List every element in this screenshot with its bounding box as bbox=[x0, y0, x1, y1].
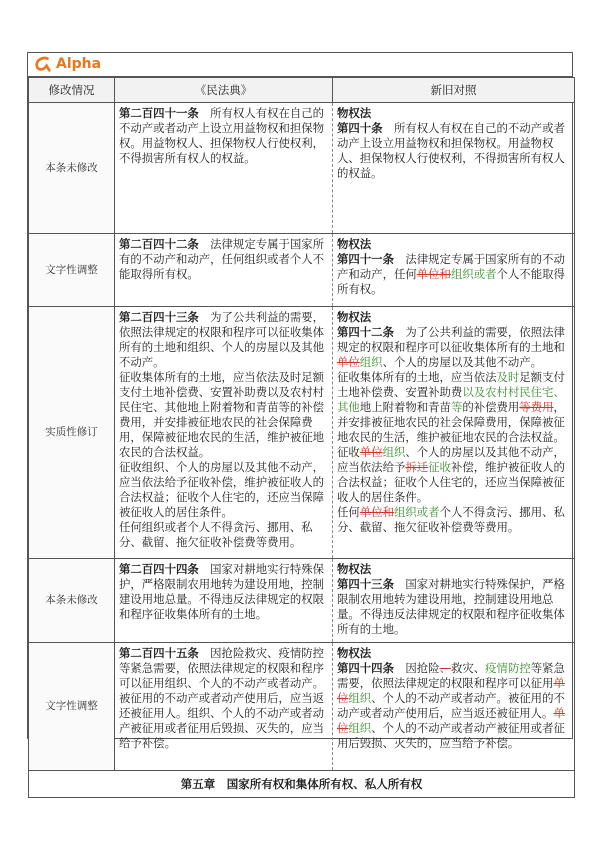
added-text: 组织 bbox=[382, 445, 406, 459]
status-cell: 实质性修订 bbox=[29, 307, 115, 559]
old-law-name: 物权法 bbox=[337, 562, 372, 576]
status-cell: 本条未修改 bbox=[29, 103, 115, 234]
added-text: 等 bbox=[450, 400, 463, 414]
added-text: 组织 bbox=[359, 355, 383, 369]
code-cell bbox=[115, 103, 333, 234]
old-law-name: 物权法 bbox=[337, 310, 372, 324]
article-text: 因抢险救灾、疫情防控等紧急需要，依照法律规定的权限和程序可以征用组织、个人的不动产或者动产。被征用的不动产或者动产使用后，应当返还被征用人。组织、个人的不动产或者动产被征用或者征用后毁损、灭失的，应当给予补偿。 bbox=[119, 646, 325, 750]
added-text: 征收 bbox=[428, 460, 451, 474]
header-compare: 新旧对照 bbox=[333, 78, 575, 103]
old-article-text: 国家对耕地实行特殊保护，严格限制农用地转为建设用地，控制建设用地总量。不得违反法律规定的权限和程序征收集体所有的土地。 bbox=[337, 577, 565, 636]
text-segment: 法律规定专属于国家所有的不动产和动产，任何 bbox=[337, 252, 565, 281]
added-text: 组织或者 bbox=[393, 505, 440, 519]
text-segment: 的补偿费用 bbox=[462, 400, 520, 414]
code-cell bbox=[115, 559, 333, 643]
article-number: 第二百四十二条 bbox=[119, 237, 199, 251]
status-cell: 文字性调整 bbox=[29, 234, 115, 307]
status-cell: 文字性调整 bbox=[29, 643, 115, 771]
old-article-number: 第四十四条 bbox=[337, 661, 394, 675]
old-law-name: 物权法 bbox=[337, 106, 372, 120]
old-article-text: 所有权人有权在自己的不动产或者动产上设立用益物权和担保物权。用益物权人、担保物权人行使权利，不得损害所有权人的权益。 bbox=[337, 121, 565, 180]
article-text: 为了公共利益的需要，依照法律规定的权限和程序可以征收集体所有的土地和组织、个人的房屋以及其他不动产。 bbox=[119, 310, 325, 369]
compare-cell bbox=[333, 307, 575, 559]
old-article-number: 第四十条 bbox=[337, 121, 383, 135]
header-code: 《民法典》 bbox=[115, 78, 333, 103]
compare-cell bbox=[333, 234, 575, 307]
brand-logo bbox=[34, 55, 101, 73]
text-segment: ，并安排被征地农民的社会保障费用，保障被征地农民的生活，维护被征地农民的合法权益。 bbox=[337, 400, 565, 444]
old-paragraph bbox=[337, 325, 570, 370]
old-law-name: 物权法 bbox=[337, 646, 372, 660]
table-row bbox=[29, 559, 575, 643]
compare-cell bbox=[333, 643, 575, 771]
added-text: 组织 bbox=[348, 721, 372, 735]
text-segment: 救灾、 bbox=[450, 661, 486, 675]
text-segment: 、个人的不动产或者动产被征用或者征用后毁损、灭失的，应当给予补偿。 bbox=[337, 721, 565, 750]
text-segment: 等紧急需要，依照法律规定的权限和程序可以征用 bbox=[337, 661, 565, 690]
table-header-row bbox=[29, 78, 575, 103]
article-number: 第二百四十五条 bbox=[119, 646, 199, 660]
text-segment: 足额支付土地补偿费、安置补助费 bbox=[337, 370, 565, 399]
table-row bbox=[29, 307, 575, 559]
old-article-number: 第四十一条 bbox=[337, 252, 394, 266]
status-cell: 本条未修改 bbox=[29, 559, 115, 643]
old-law-name: 物权法 bbox=[337, 237, 372, 251]
table-row bbox=[29, 234, 575, 307]
text-segment: 、个人的不动产或者动产。被征用的不动产或者动产使用后，应当返还被征用人。 bbox=[337, 691, 565, 720]
added-text: 组织或者 bbox=[450, 267, 497, 281]
article-text: 所有权人有权在自己的不动产或者动产上设立用益物权和担保物权。用益物权人、担保物权人行使权利，不得损害所有权人的权益。 bbox=[119, 106, 325, 165]
comparison-table bbox=[28, 77, 575, 798]
article-text: 国家对耕地实行特殊保护，严格限制农用地转为建设用地，控制建设用地总量。不得违反法律规定的权限和程序征收集体所有的土地。 bbox=[119, 562, 325, 621]
code-cell bbox=[115, 307, 333, 559]
article-number: 第二百四十三条 bbox=[119, 310, 199, 324]
text-segment: 为了公共利益的需要，依照法律规定的权限和程序可以征收集体所有的土地和 bbox=[337, 325, 565, 354]
chapter-row bbox=[29, 771, 575, 798]
deleted-text: 单位和 bbox=[359, 505, 394, 519]
text-segment: 征收 bbox=[337, 445, 360, 459]
added-text: 疫情防控 bbox=[485, 661, 531, 675]
text-segment: 个人不得贪污、挪用、私分、截留、拖欠征收补偿费等费用。 bbox=[337, 505, 565, 534]
deleted-text: 单位 bbox=[359, 445, 383, 459]
article-number: 第二百四十一条 bbox=[119, 106, 199, 120]
code-cell bbox=[115, 234, 333, 307]
brand-name: Alpha bbox=[56, 56, 102, 72]
deleted-text: 单位 bbox=[337, 676, 565, 705]
old-paragraph bbox=[337, 370, 570, 445]
header-status: 修改情况 bbox=[29, 78, 115, 103]
article-paragraph: 征收组织、个人的房屋以及其他不动产，应当依法给予征收补偿，维护被征收人的合法权益；征收个人住宅的，还应当保障被征收人的居住条件。 bbox=[119, 460, 325, 519]
deleted-text: 单位 bbox=[337, 706, 565, 735]
old-paragraph bbox=[337, 505, 570, 535]
deleted-text: 、 bbox=[439, 661, 451, 675]
added-text: 及时 bbox=[496, 370, 520, 384]
text-segment: 个人不能取得所有权。 bbox=[337, 267, 565, 296]
text-segment: 任何 bbox=[337, 505, 360, 519]
text-segment: 征收集体所有的土地，应当依法 bbox=[337, 370, 497, 384]
text-segment: 、个人的房屋以及其他不动产，应当依法给予 bbox=[337, 445, 565, 474]
article-paragraph bbox=[119, 310, 328, 370]
text-segment: 补偿，维护被征收人的合法权益；征收个人住宅的，还应当保障被征收人的居住条件。 bbox=[337, 460, 565, 504]
added-text: 以及农村村民住宅、其他 bbox=[337, 385, 565, 414]
text-segment: 、个人的房屋以及其他不动产。 bbox=[382, 355, 543, 369]
table-row bbox=[29, 103, 575, 234]
old-article-number: 第四十二条 bbox=[337, 325, 394, 339]
text-segment: 因抢险 bbox=[405, 661, 440, 675]
deleted-text: 单位 bbox=[337, 355, 360, 369]
old-paragraph bbox=[337, 445, 570, 505]
deleted-text: 拆迁 bbox=[405, 460, 429, 474]
brand-bar bbox=[28, 53, 572, 77]
deleted-text: 单位和 bbox=[416, 267, 451, 281]
compare-cell bbox=[333, 559, 575, 643]
article-text: 法律规定专属于国家所有的不动产和动产，任何组织或者个人不能取得所有权。 bbox=[119, 237, 325, 281]
chapter-title: 第五章 国家所有权和集体所有权、私人所有权 bbox=[29, 771, 575, 798]
old-article-number: 第四十三条 bbox=[337, 577, 394, 591]
text-segment: 地上附着物和青苗 bbox=[359, 400, 451, 414]
added-text: 组织 bbox=[348, 691, 372, 705]
article-paragraph: 征收集体所有的土地，应当依法及时足额支付土地补偿费、安置补助费以及农村村民住宅、其他地上附着物和青苗等的补偿费用，并安排被征地农民的社会保障费用，保障被征地农民的生活，维护被征地农民的合法权益。 bbox=[119, 370, 325, 459]
alpha-logo-icon bbox=[34, 55, 52, 73]
deleted-text: 等费用 bbox=[519, 400, 554, 414]
table-row bbox=[29, 643, 575, 771]
article-number: 第二百四十四条 bbox=[119, 562, 199, 576]
article-paragraph: 任何组织或者个人不得贪污、挪用、私分、截留、拖欠征收补偿费等费用。 bbox=[119, 520, 313, 549]
comparison-document bbox=[27, 52, 573, 791]
compare-cell bbox=[333, 103, 575, 234]
code-cell bbox=[115, 643, 333, 771]
